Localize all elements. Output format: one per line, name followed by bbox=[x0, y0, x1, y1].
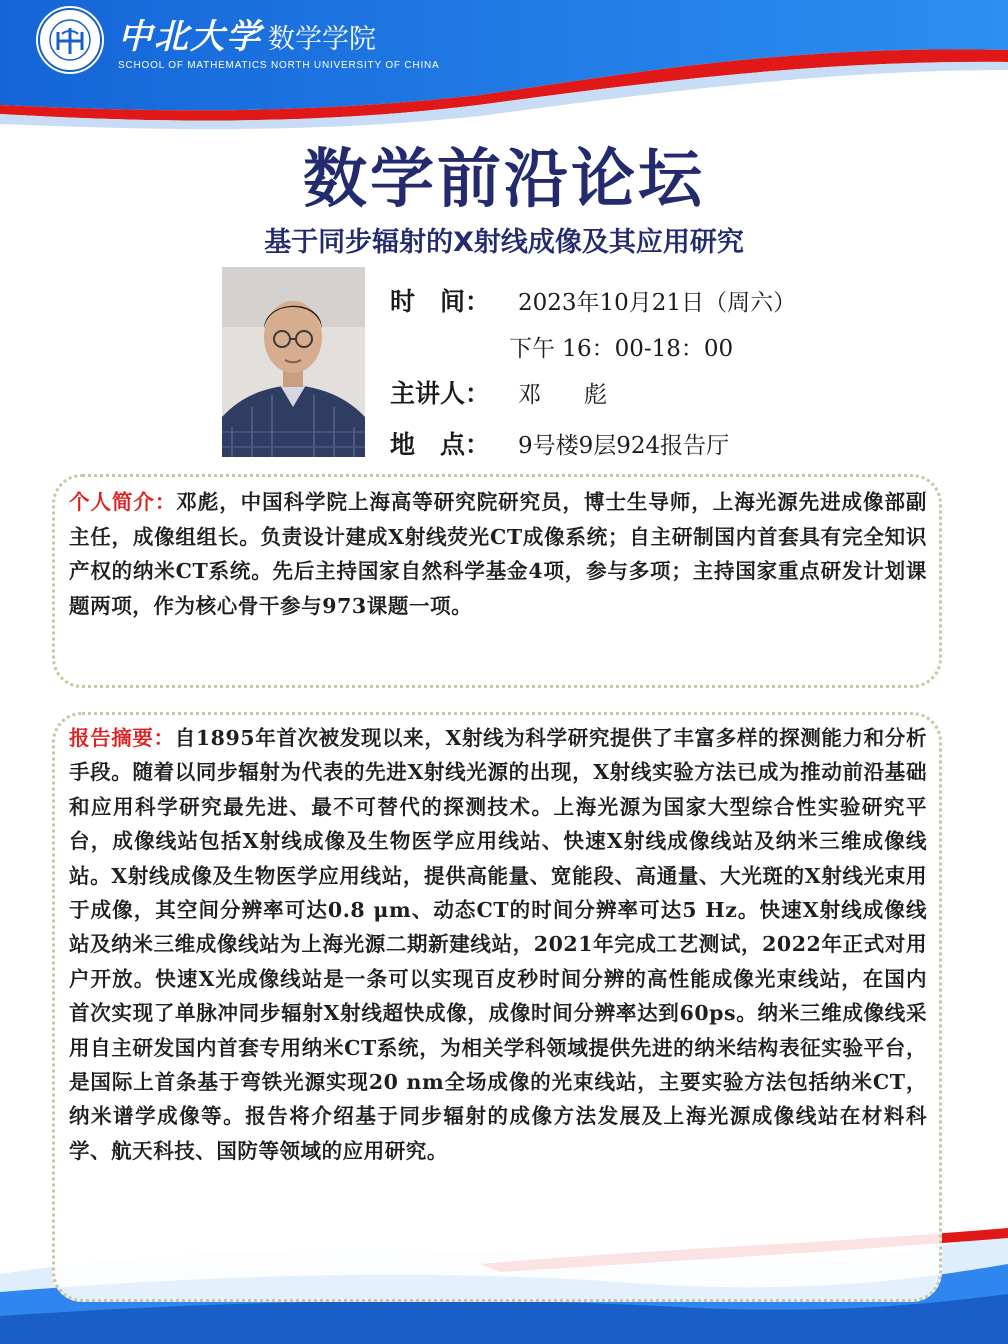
abstract-label: 报告摘要： bbox=[69, 726, 175, 750]
talk-title: 基于同步辐射的X射线成像及其应用研究 bbox=[264, 227, 744, 258]
university-seal-icon bbox=[34, 4, 106, 76]
speaker-photo bbox=[222, 267, 365, 457]
time-value: 2023年10月21日（周六） bbox=[518, 290, 797, 316]
place-value: 9号楼9层924报告厅 bbox=[518, 433, 730, 459]
abstract-text: 自1895年首次被发现以来，X射线为科学研究提供了丰富多样的探测能力和分析手段。随着以同步辐射为代表的先进X射线光源的出现，X射线实验方法已成为推动前沿基础和应用科学研究最先进、最不可替代的探测技术。上海光源为国家大型综合性实验研究平台，成像线站包括X射线成像及生物医学应用线站、快速X射线成像线站及纳米三维成像线站。X射线成像及生物医学应用线站，提供高能量、宽能段、高通量、大光斑的X射线光束用于成像，其空间分辨率可达0.8 μm、动态CT的时间分辨率可达5 Hz。快速X射线成像线站及纳米三维成像线站为上海光源二期新建线站，2021年完成工艺测试，2022年正式对用户开放。快速X光成像线站是一条可以实现百皮秒时间分辨的高性能成像光束线站，在国内首次实现了单脉冲同步辐射X射线超快成像，成像时间分辨率达到60ps。纳米三维成像线采用自主研发国内首套专用纳米CT系统，为相关学科领域提供先进的纳米结构表征实验平台，是国际上首条基于弯铁光源实现20 nm全场成像的光束线站，主要实验方法包括纳米CT，纳米谱学成像等。报告将介绍基于同步辐射的成像方法发展及上海光源成像线站在材料科学、航天科技、国防等领域的应用研究。 bbox=[69, 726, 927, 1163]
speaker-label: 主讲人： bbox=[390, 379, 491, 408]
bio-label: 个人简介： bbox=[69, 490, 177, 514]
university-name-calligraphy: 中北大学 bbox=[118, 17, 262, 57]
forum-title: 数学前沿论坛 bbox=[303, 143, 705, 217]
time-row bbox=[390, 282, 796, 318]
time-value-2: 下午 16：00-18：00 bbox=[509, 336, 734, 362]
place-row bbox=[390, 425, 729, 461]
abstract-paragraph bbox=[69, 721, 927, 1168]
time-row-2 bbox=[509, 330, 733, 363]
department-name: 数学学院 bbox=[268, 24, 376, 55]
speaker-name: 邓 彪 bbox=[518, 382, 617, 408]
logo-block bbox=[34, 4, 440, 76]
time-label: 时 间： bbox=[390, 287, 491, 316]
abstract-card bbox=[52, 712, 942, 1302]
department-name-en: SCHOOL OF MATHEMATICS NORTH UNIVERSITY OF CHINA bbox=[118, 60, 440, 71]
place-label: 地 点： bbox=[390, 430, 491, 459]
bio-text: 邓彪，中国科学院上海高等研究院研究员，博士生导师，上海光源先进成像部副主任，成像组组长。负责设计建成X射线荧光CT成像系统；自主研制国内首套具有完全知识产权的纳米CT系统。先后主持国家自然科学基金4项，参与多项；主持国家重点研发计划课题两项，作为核心骨干参与973课题一项。 bbox=[69, 490, 927, 618]
speaker-row bbox=[390, 374, 617, 410]
bio-paragraph bbox=[69, 485, 927, 623]
bio-card bbox=[52, 474, 942, 688]
